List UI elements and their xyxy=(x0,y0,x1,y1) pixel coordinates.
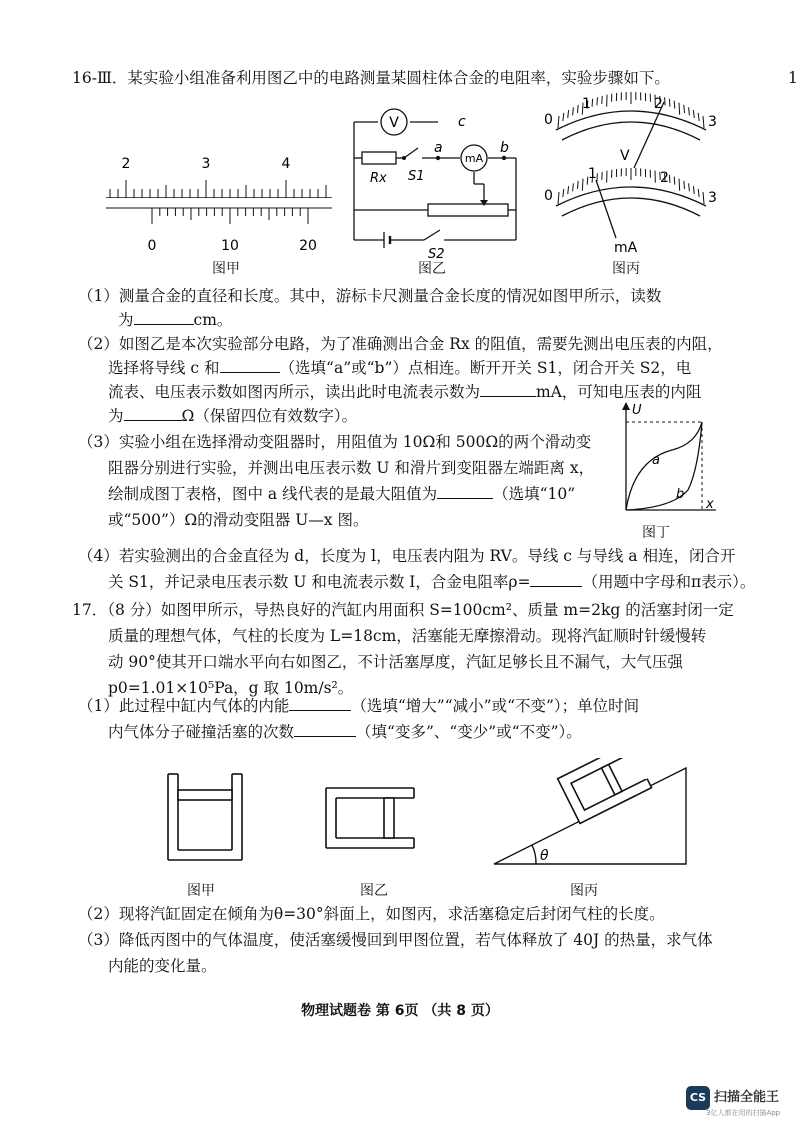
scale-tick xyxy=(693,186,694,194)
circuit-voltmeter-label: V xyxy=(389,115,399,131)
q16-part2-line1: （2）如图乙是本次实验部分电路，为了准确测出合金 Rx 的阻值，需要先测出电压表的内阻， xyxy=(78,335,723,353)
scale-tick xyxy=(698,113,699,121)
q16-part2-line4 xyxy=(108,406,357,426)
q16-part2-line2-pre: 选择将导线 c 和 xyxy=(108,359,220,377)
q16-part1-line2 xyxy=(118,310,232,330)
caliper-vernier-10: 10 xyxy=(221,238,239,254)
q17-part1-line2-post: （填“变多”、“变少”或“不变”）。 xyxy=(356,723,582,741)
voltmeter-unit: V xyxy=(620,148,630,164)
scale-tick xyxy=(563,189,564,197)
q16-part2-blank-current[interactable] xyxy=(480,396,536,397)
circuit-label-b: b xyxy=(500,140,509,156)
q16-part3-line2: 阻器分别进行实验，并测出电压表示数 U 和滑片到变阻器左端距离 x， xyxy=(108,459,595,477)
caliper-main-3: 3 xyxy=(201,156,211,172)
caliper-main-2: 2 xyxy=(121,156,131,172)
q17-part3-line1: （3）降低丙图中的气体温度，使活塞缓慢回到甲图位置，若气体释放了 40J 的热量，求气体 xyxy=(78,931,713,949)
q17-part2: （2）现将汽缸固定在倾角为θ=30°斜面上，如图丙，求活塞稳定后封闭气柱的长度。 xyxy=(78,905,665,923)
voltmeter-tick-3: 3 xyxy=(708,114,717,130)
scale-tick xyxy=(689,183,690,191)
scale-tick xyxy=(582,179,583,191)
circuit-label-s1: S1 xyxy=(408,169,425,184)
q16-part4-line1: （4）若实验测出的合金直径为 d，长度为 l，电压表内阻为 RV。导线 c 与导线 a 相连，闭合开 xyxy=(78,547,736,565)
figure-yi-cylinder-horizontal xyxy=(320,784,420,854)
q17-part1-line1-post: （选填“增大”“减小”或“不变”）；单位时间 xyxy=(351,697,640,715)
scanner-tagline: 3亿人都在用的扫描App xyxy=(706,1109,781,1117)
voltmeter-tick-0: 0 xyxy=(544,112,553,128)
q16-part3-blank[interactable] xyxy=(437,498,493,499)
voltmeter-tick-2: 2 xyxy=(654,96,663,112)
scale-tick xyxy=(703,116,704,128)
caption-bing-incline: 图丙 xyxy=(570,883,598,899)
caption-yi-cylinder: 图乙 xyxy=(360,883,388,899)
figure-jia-vernier-caliper xyxy=(100,150,340,260)
q17-line2: 质量的理想气体，气柱的长度为 L=18cm，活塞能无摩擦滑动。现将汽缸顺时针缓慢转 xyxy=(108,627,707,645)
q17-line3: 动 90°使其开口端水平向右如图乙，不计活塞厚度，汽缸足够长且不漏气，大气压强 xyxy=(108,653,683,671)
q16-part1-post: cm。 xyxy=(193,311,233,329)
q16-part2-line3-pre: 流表、电压表示数如图丙所示，读出此时电流表示数为 xyxy=(108,383,481,401)
q17-part3-line2: 内能的变化量。 xyxy=(108,957,217,975)
graph-axis-x: x xyxy=(706,497,714,512)
figure-jia-cylinder-upright xyxy=(160,768,250,868)
caliper-vernier-20: 20 xyxy=(299,238,317,254)
q16-intro: 16-Ⅲ．某实验小组准备利用图乙中的电路测量某圆柱体合金的电阻率，实验步骤如下。 xyxy=(72,69,670,87)
q17-part1-line2 xyxy=(108,722,582,742)
circuit-label-a: a xyxy=(434,140,443,156)
margin-mark: 1 xyxy=(788,69,798,87)
scale-tick xyxy=(684,181,685,189)
caption-bing: 图丙 xyxy=(612,261,640,277)
q16-part2-line2-post: （选填“a”或“b”）点相连。断开开关 S1，闭合开关 S2，电 xyxy=(279,359,692,377)
scale-tick xyxy=(689,107,690,115)
q16-part1-pre: 为 xyxy=(118,311,134,329)
q16-part4-blank[interactable] xyxy=(530,586,582,587)
figure-ding-u-x-graph xyxy=(612,400,722,520)
q16-part1-answer-blank[interactable] xyxy=(134,324,194,325)
caption-jia: 图甲 xyxy=(212,261,240,277)
scale-tick xyxy=(679,103,680,115)
scale-tick xyxy=(577,181,578,189)
figure-bing-incline xyxy=(488,758,694,870)
q17-part1-line2-pre: 内气体分子碰撞活塞的次数 xyxy=(108,723,295,741)
q16-part4-line2 xyxy=(108,572,755,592)
scale-tick xyxy=(674,177,675,185)
caption-yi: 图乙 xyxy=(418,261,446,277)
ammeter-unit: mA xyxy=(614,240,638,256)
scale-tick xyxy=(679,179,680,191)
scale-tick xyxy=(577,105,578,113)
q17-part1-line1-pre: （1）此过程中缸内气体的内能 xyxy=(78,697,290,715)
q16-part2-line3 xyxy=(108,382,701,402)
scale-tick xyxy=(698,189,699,197)
q17-part1-line1 xyxy=(78,696,639,716)
scale-tick xyxy=(558,116,559,128)
scale-tick xyxy=(669,175,670,183)
incline-angle-theta: θ xyxy=(540,848,549,864)
q16-part4-line2-pre: 关 S1，并记录电压表示数 U 和电流表示数 I，合金电阻率ρ= xyxy=(108,573,531,591)
ammeter-tick-0: 0 xyxy=(544,188,553,204)
scale-tick xyxy=(592,99,593,107)
scale-tick xyxy=(669,99,670,107)
scale-tick xyxy=(693,110,694,118)
ammeter-tick-3: 3 xyxy=(708,190,717,206)
figure-yi-circuit xyxy=(344,100,534,260)
q16-part3-line4: 或“500”）Ω的滑动变阻器 U—x 图。 xyxy=(108,511,369,529)
q16-part3-line1: （3）实验小组在选择滑动变阻器时，用阻值为 10Ω和 500Ω的两个滑动变 xyxy=(78,433,592,451)
scale-tick xyxy=(684,105,685,113)
q17-line1: 17．（8 分）如图甲所示，导热良好的汽缸内用面积 S=100cm²、质量 m=2kg 的活塞封闭一定 xyxy=(72,601,734,619)
q16-part2-blank-point[interactable] xyxy=(220,372,280,373)
q17-part1-blank-energy[interactable] xyxy=(289,710,351,711)
circuit-label-rx: Rx xyxy=(370,171,387,186)
scanner-brand: 扫描全能王 xyxy=(714,1090,780,1105)
page-footer: 物理试题卷 第 6页 （共 8 页） xyxy=(301,1003,499,1019)
voltmeter-tick-1: 1 xyxy=(582,96,591,112)
ammeter-tick-2: 2 xyxy=(660,170,669,186)
q16-part1-line1: （1）测量合金的直径和长度。其中，游标卡尺测量合金长度的情况如图甲所示，读数 xyxy=(78,287,662,305)
figure-bing-meters xyxy=(536,88,726,264)
q16-part3-line3 xyxy=(108,484,575,504)
scale-tick xyxy=(674,101,675,109)
q16-part2-line2 xyxy=(108,358,691,378)
scale-tick xyxy=(568,186,569,194)
scale-tick xyxy=(568,110,569,118)
q16-part2-blank-resistance[interactable] xyxy=(124,420,182,421)
q16-part4-line2-post: （用题中字母和π表示）。 xyxy=(582,573,756,591)
scale-tick xyxy=(573,107,574,115)
q16-part3-line3-pre: 绘制成图丁表格，图中 a 线代表的是最大阻值为 xyxy=(108,485,438,503)
graph-axis-u: U xyxy=(632,403,642,418)
q17-line4: p0=1.01×10⁵Pa，g 取 10m/s²。 xyxy=(108,679,354,697)
circuit-label-c: c xyxy=(458,114,466,130)
scale-tick xyxy=(703,192,704,204)
graph-curve-b: b xyxy=(676,487,685,502)
circuit-label-s2: S2 xyxy=(428,247,445,260)
caption-jia-cylinder: 图甲 xyxy=(187,883,215,899)
scale-tick xyxy=(563,113,564,121)
caliper-main-4: 4 xyxy=(281,156,291,172)
ammeter-tick-1: 1 xyxy=(588,166,597,182)
q16-part2-line4-post: Ω（保留四位有效数字）。 xyxy=(181,407,358,425)
circuit-milliammeter-label: mA xyxy=(464,152,484,165)
scanner-logo-icon: CS xyxy=(686,1086,710,1110)
graph-curve-a: a xyxy=(652,453,660,468)
scale-tick xyxy=(558,192,559,204)
scale-tick xyxy=(573,183,574,191)
q16-part2-line3-post: mA，可知电压表的内阻 xyxy=(536,383,702,401)
q16-part2-line4-pre: 为 xyxy=(108,407,124,425)
q17-part1-blank-collisions[interactable] xyxy=(294,736,356,737)
q16-part3-line3-post: （选填“10” xyxy=(493,485,576,503)
caliper-vernier-0: 0 xyxy=(147,238,157,254)
caption-ding: 图丁 xyxy=(642,525,670,541)
